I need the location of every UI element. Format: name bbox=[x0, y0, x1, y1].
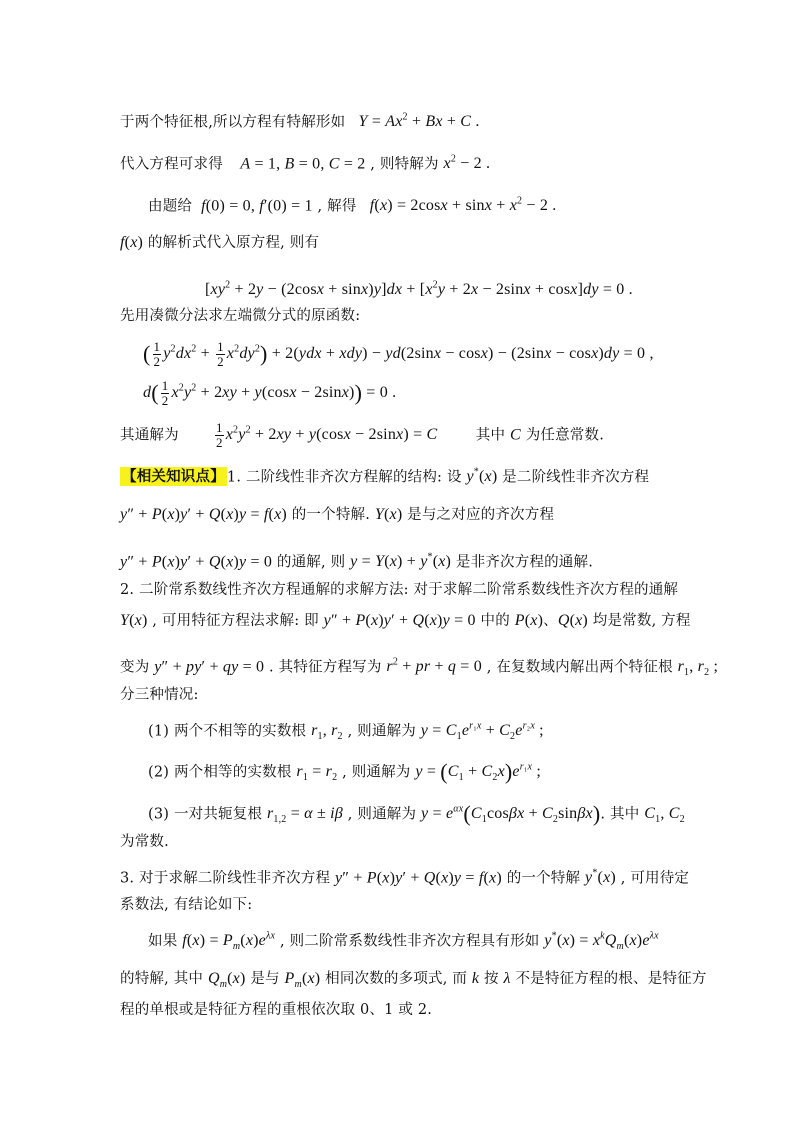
text-line-4: f(x) 的解析式代入原方程, 则有 bbox=[120, 234, 320, 251]
text: 中的 bbox=[480, 613, 510, 629]
text: (1) 两个不相等的实数根 bbox=[148, 723, 307, 740]
text: 分三种情况: bbox=[120, 687, 199, 703]
text-line-knowledge-7 bbox=[120, 685, 199, 705]
text: 为常数. bbox=[120, 834, 169, 850]
text: , 则通解为 bbox=[342, 764, 411, 781]
text-line-3: 由题给 f(0) = 0, f′(0) = 1 , 解得 $f(x) = 2\cos x + \sin x + x^2 - 2$ . bbox=[148, 196, 557, 215]
text-line-knowledge-4 bbox=[120, 580, 678, 600]
text-line-knowledge-9 bbox=[120, 895, 252, 915]
text: 系数法, 有结论如下: bbox=[120, 897, 253, 913]
equation-1: $[xy^2 + 2y - (2\cos x + \sin x)y]dx + [x^2y + 2x - 2\sin x + \cos x]dy = 0$ . bbox=[205, 280, 633, 299]
text: 变为 bbox=[120, 659, 150, 676]
text: 的一个特解 bbox=[506, 870, 581, 887]
text: . 其中 bbox=[600, 806, 640, 823]
text: 于两个特征根,所以方程有特解形如 bbox=[120, 114, 346, 131]
text: 2. 二阶常系数线性齐次方程通解的求解方法: 对于求解二阶常系数线性齐次方程的通解 bbox=[120, 582, 679, 598]
text: 的一个特解. bbox=[291, 507, 371, 523]
text-line-1: 于两个特征根,所以方程有特解形如 $Y = Ax^2 + Bx + C$ . bbox=[120, 112, 480, 131]
text: 为任意常数. bbox=[525, 427, 605, 444]
text: , 解得 bbox=[317, 198, 357, 215]
knowledge-tag: 【相关知识点】 bbox=[122, 468, 225, 486]
text-line-knowledge-12 bbox=[120, 1000, 432, 1020]
text: 3. 对于求解二阶线性非齐次方程 bbox=[120, 870, 331, 887]
text: 均是常数, 方程 bbox=[592, 613, 691, 629]
text: 的特解, 其中 bbox=[120, 971, 204, 987]
text: 的解析式代入原方程, 则有 bbox=[147, 235, 320, 251]
text: 代入方程可求得 bbox=[120, 156, 223, 173]
text: 不是特征方程的根、是特征方 bbox=[515, 971, 707, 987]
text: 、 bbox=[543, 613, 558, 629]
text: 如果 bbox=[148, 933, 178, 950]
text-line-2: 代入方程可求得 A = 1, B = 0, C = 2 , 则特解为 $x^2 - 2$ . bbox=[120, 154, 491, 173]
text-line-knowledge-10: 如果 $f(x) = P_m(x)e^{\lambda x}$ , 则二阶常系数线性非齐次方程具有形如 $y^*(x) = x^kQ_m(x)e^{\lambda x}$ bbox=[148, 931, 659, 953]
case-3: (3) 一对共轭复根 $r_{1,2} = \alpha \pm i\beta$ , 则通解为 $y = e^{\alpha x}(C_1\cos\beta x + C_2\sin\beta x)$. 其中 $C_1$, $C_2$ bbox=[148, 801, 685, 827]
text-line-knowledge-11: 的特解, 其中 $Q_m(x)$ 是与 $P_m(x)$ 相同次数的多项式, 而 k 按 λ 不是特征方程的根、是特征方 bbox=[120, 970, 707, 991]
text-line-knowledge-5: Y(x) , 可用特征方程法求解: 即 y″ + P(x)y′ + Q(x)y = 0 中的 P(x)、Q(x) 均是常数, 方程 bbox=[120, 612, 691, 629]
text: , 则二阶常系数线性非齐次方程具有形如 bbox=[279, 933, 540, 950]
text: 其中 bbox=[475, 427, 506, 444]
text: 按 bbox=[483, 971, 499, 987]
text: , 可用待定 bbox=[620, 870, 690, 887]
text-line-knowledge-6: 变为 y″ + py′ + qy = 0 . 其特征方程写为 $r^2$ + pr + q = 0 , 在复数域内解出两个特征根 $r_1$, $r_2$ ; bbox=[120, 657, 719, 679]
text: , 可用特征方程法求解: 即 bbox=[152, 613, 319, 629]
text: (3) 一对共轭复根 bbox=[148, 806, 263, 823]
text-line-constants bbox=[120, 832, 169, 852]
text: , 则通解为 bbox=[347, 723, 416, 740]
text-line-knowledge-3: y″ + P(x)y′ + Q(x)y = 0 的通解, 则 y = Y(x) + y*(x) 是非齐次方程的通解. bbox=[120, 552, 593, 571]
text-line-knowledge-1: 【相关知识点】 1. 二阶线性非齐次方程解的结构: 设 y*(x) 是二阶线性非齐次方程 bbox=[122, 467, 650, 486]
equation-3: d( $\frac{1}{2}$ $x^2y^2 + 2xy + y(\cos x - 2\sin x)) = 0$ . bbox=[143, 378, 397, 409]
text-line-6 bbox=[120, 306, 360, 326]
text: 是与之对应的齐次方程 bbox=[407, 507, 555, 523]
text: , 则通解为 bbox=[347, 806, 417, 823]
text: 相同次数的多项式, 而 bbox=[325, 971, 468, 987]
text-line-knowledge-8: 3. 对于求解二阶线性非齐次方程 y″ + P(x)y′ + Q(x)y = f(x) 的一个特解 y*(x) , 可用待定 bbox=[120, 868, 690, 887]
text: , 在复数域内解出两个特征根 bbox=[486, 659, 673, 676]
text: , 则特解为 bbox=[370, 156, 439, 173]
text: 是非齐次方程的通解. bbox=[455, 554, 593, 571]
equation-2: ( $\frac{1}{2}$ $y^2dx^2$ + $\frac{1}{2}$ $x^2dy^2) + 2(ydx + xdy) - yd(2\sin x - \cos x) - (2\sin x - \cos x)dy = 0$ , bbox=[143, 339, 654, 370]
text: 是与 bbox=[250, 971, 280, 987]
text-line-9: 其通解为 $\frac{1}{2}$ $x^2y^2 + 2xy + y(\cos x - 2\sin x) = C$ 其中 C 为任意常数. bbox=[120, 420, 605, 451]
text: 由题给 bbox=[148, 198, 193, 215]
text-line-knowledge-2: y″ + P(x)y′ + Q(x)y = f(x) 的一个特解. Y(x) 是与之对应的齐次方程 bbox=[120, 506, 555, 523]
text: 的通解, 则 bbox=[276, 554, 346, 571]
case-2: (2) 两个相等的实数根 $r_1 = r_2$ , 则通解为 $y = (C_1 + C_2x)e^{r_1x}$ ; bbox=[148, 759, 542, 785]
text: (2) 两个相等的实数根 bbox=[148, 764, 292, 781]
text: 其通解为 bbox=[120, 427, 179, 444]
text: 先用凑微分法求左端微分式的原函数: bbox=[120, 308, 361, 324]
text: 程的单根或是特征方程的重根依次取 0、1 或 2. bbox=[120, 1002, 433, 1018]
text: 是二阶线性非齐次方程 bbox=[502, 469, 650, 486]
case-1: (1) 两个不相等的实数根 $r_1$, $r_2$ , 则通解为 $y = C_1e^{r_1x} + C_2e^{r_2x}$ ; bbox=[148, 721, 544, 743]
text: 1. 二阶线性非齐次方程解的结构: 设 bbox=[226, 469, 462, 486]
text: . 其特征方程写为 bbox=[269, 659, 382, 676]
